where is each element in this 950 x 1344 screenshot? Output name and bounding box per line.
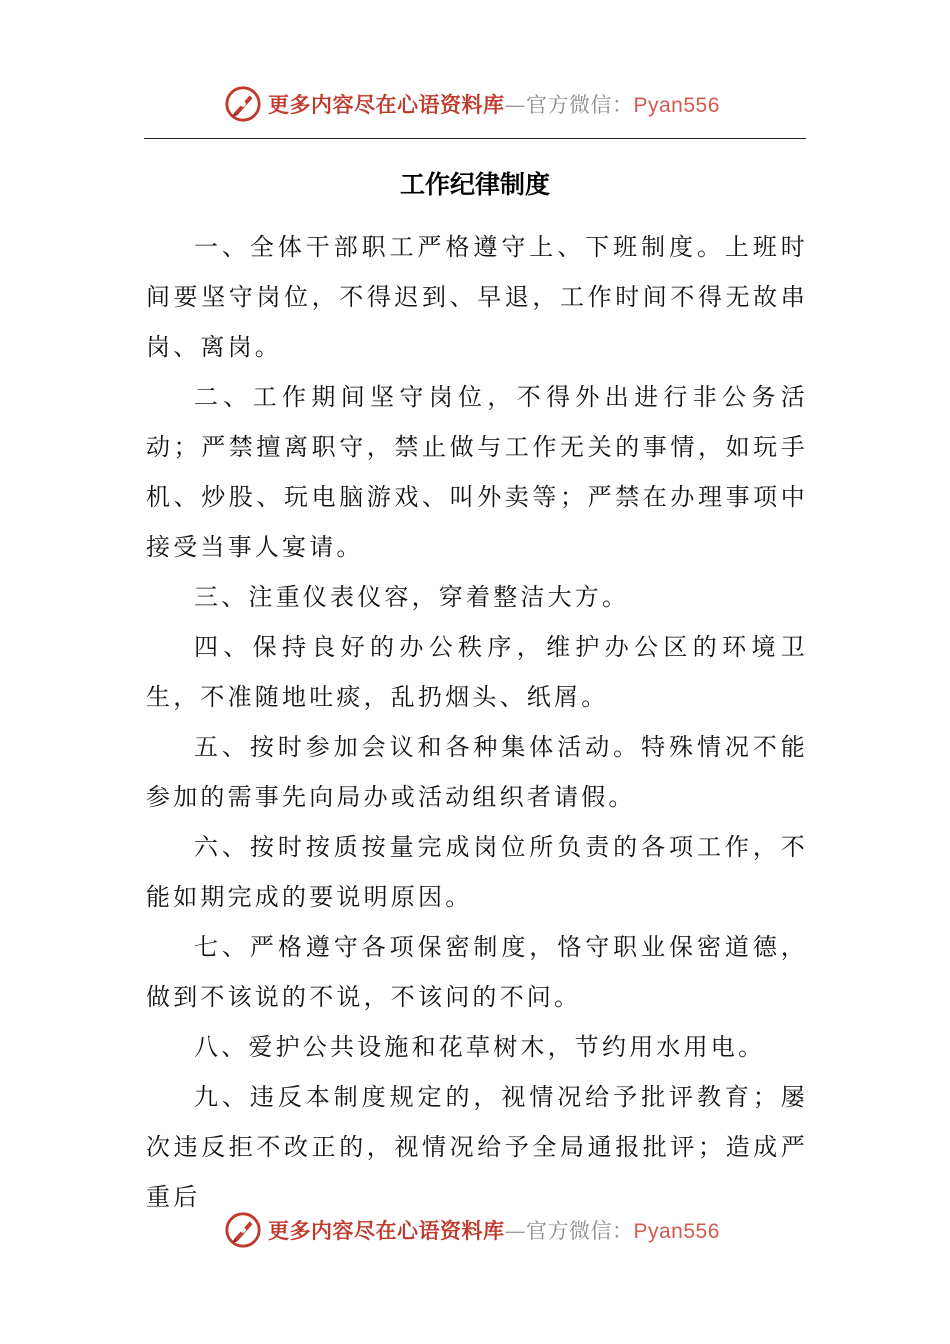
paragraph-6: 六、按时按质按量完成岗位所负责的各项工作，不能如期完成的要说明原因。 [146, 833, 808, 911]
pen-circle-logo-icon [224, 85, 262, 123]
paragraph-8: 八、爱护公共设施和花草树木，节约用水用电。 [194, 1033, 766, 1061]
header-divider [144, 138, 806, 139]
pen-circle-logo-icon [224, 1211, 262, 1249]
footer-banner [0, 1208, 950, 1252]
paragraph-2: 二、工作期间坚守岗位，不得外出进行非公务活动；严禁擅离职守，禁止做与工作无关的事情，如玩手机、炒股、玩电脑游戏、叫外卖等；严禁在办理事项中接受当事人宴请。 [146, 383, 808, 561]
document-body [146, 222, 808, 1222]
footer-wechat-account: Pyan556 [633, 1220, 720, 1243]
footer-slogan: 更多内容尽在心语资料库 [268, 1218, 505, 1243]
paragraph-9: 九、违反本制度规定的，视情况给予批评教育；屡次违反拒不改正的，视情况给予全局通报批评；造成严重后 [146, 1083, 808, 1211]
paragraph-4: 四、保持良好的办公秩序，维护办公区的环境卫生，不准随地吐痰，乱扔烟头、纸屑。 [146, 633, 808, 711]
header-wechat-account: Pyan556 [633, 94, 720, 117]
header-dash: — [504, 93, 526, 117]
footer-wechat-label: 官方微信： [526, 1219, 634, 1243]
paragraph-5: 五、按时参加会议和各种集体活动。特殊情况不能参加的需事先向局办或活动组织者请假。 [146, 733, 808, 811]
header-banner [0, 82, 950, 126]
header-slogan: 更多内容尽在心语资料库 [268, 92, 505, 117]
paragraph-1: 一、全体干部职工严格遵守上、下班制度。上班时间要坚守岗位，不得迟到、早退，工作时间不得无故串岗、离岗。 [146, 233, 808, 361]
footer-dash: — [504, 1219, 526, 1243]
page-title: 工作纪律制度 [399, 169, 550, 199]
paragraph-3: 三、注重仪表仪容，穿着整洁大方。 [194, 583, 630, 611]
header-wechat-label: 官方微信： [526, 93, 634, 117]
paragraph-7: 七、严格遵守各项保密制度，恪守职业保密道德，做到不该说的不说，不该问的不问。 [146, 933, 808, 1011]
